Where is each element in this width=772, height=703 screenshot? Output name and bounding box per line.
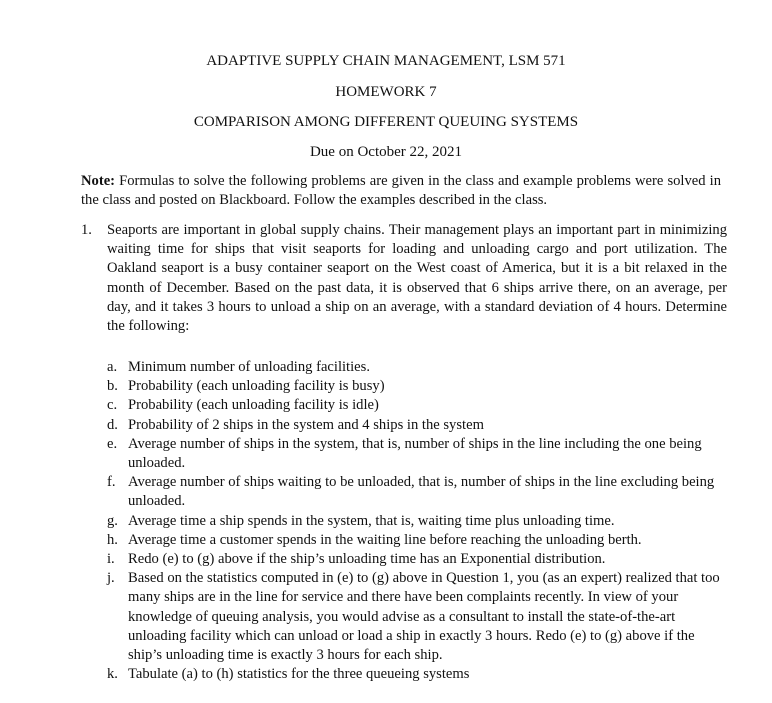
list-item bbox=[107, 358, 727, 377]
question-number: 1. bbox=[81, 222, 92, 238]
item-label: c. bbox=[107, 397, 118, 414]
item-label: i. bbox=[107, 551, 115, 568]
item-text: Probability (each unloading facility is idle) bbox=[128, 397, 379, 414]
item-text: Average number of ships in the system, that is, number of ships in the line including the one being unloaded. bbox=[128, 435, 702, 472]
item-label: d. bbox=[107, 416, 118, 433]
item-label: h. bbox=[107, 531, 118, 548]
list-item bbox=[107, 435, 727, 473]
course-title: ADAPTIVE SUPPLY CHAIN MANAGEMENT, LSM 571 bbox=[206, 53, 566, 69]
item-text: Average time a customer spends in the waiting line before reaching the unloading berth. bbox=[128, 531, 642, 548]
list-item bbox=[107, 473, 727, 511]
item-label: b. bbox=[107, 378, 118, 395]
note-label: Note: bbox=[81, 173, 116, 189]
question-subitems bbox=[107, 358, 727, 684]
list-item bbox=[107, 377, 727, 396]
homework-title: HOMEWORK 7 bbox=[335, 84, 437, 100]
item-label: k. bbox=[107, 666, 118, 683]
list-item bbox=[107, 569, 727, 665]
list-item bbox=[107, 512, 727, 531]
item-label: g. bbox=[107, 512, 118, 529]
item-text: Average number of ships waiting to be unloaded, that is, number of ships in the line excluding being unloaded. bbox=[128, 474, 715, 510]
item-text: Average time a ship spends in the system, that is, waiting time plus unloading time. bbox=[128, 512, 615, 529]
item-label: e. bbox=[107, 435, 118, 452]
item-label: a. bbox=[107, 359, 118, 375]
list-item bbox=[107, 531, 727, 550]
list-item bbox=[107, 396, 727, 415]
item-text: Minimum number of unloading facilities. bbox=[128, 359, 370, 375]
item-text: Based on the statistics computed in (e) to (g) above in Question 1, you (as an expert) realized that too many ships are in the line for service and there have been complaints recently. In view of your knowledge of queuing analysis, you would advise as a consultant to install the state-of-the-art unloading facility which can unload or load a ship in exactly 3 hours. Redo (e) to (g) above if the ship’s unloading time is exactly 3 hours for each ship. bbox=[128, 570, 720, 664]
note-text: Formulas to solve the following problems are given in the class and example problems were solved in the class and posted on Blackboard. Follow the examples described in the class. bbox=[81, 173, 721, 209]
item-text: Redo (e) to (g) above if the ship’s unloading time has an Exponential distribution. bbox=[128, 551, 606, 568]
item-label: f. bbox=[107, 474, 116, 491]
assignment-subtitle: COMPARISON AMONG DIFFERENT QUEUING SYSTEMS bbox=[193, 114, 579, 130]
note-paragraph bbox=[81, 172, 721, 210]
list-item bbox=[107, 416, 727, 435]
list-item bbox=[107, 550, 727, 569]
list-item bbox=[107, 665, 727, 684]
item-text: Probability (each unloading facility is busy) bbox=[128, 378, 385, 395]
item-text: Tabulate (a) to (h) statistics for the three queueing systems bbox=[128, 666, 470, 683]
item-label: j. bbox=[107, 570, 115, 587]
question-text: Seaports are important in global supply chains. Their management plays an important part in minimizing waiting time for ships that visit seaports for loading and unloading cargo and port utilization. The Oakland seaport is a busy container seaport on the West coast of America, but it is a bit relaxed in the month of December. Based on the past data, it is observed that 6 ships arrive there, on an average, per day, and it takes 3 hours to unload a ship on an average, with a standard deviation of 4 hours. Determine the following: bbox=[107, 222, 727, 335]
due-date: Due on October 22, 2021 bbox=[309, 144, 463, 160]
item-text: Probability of 2 ships in the system and 4 ships in the system bbox=[128, 416, 484, 433]
